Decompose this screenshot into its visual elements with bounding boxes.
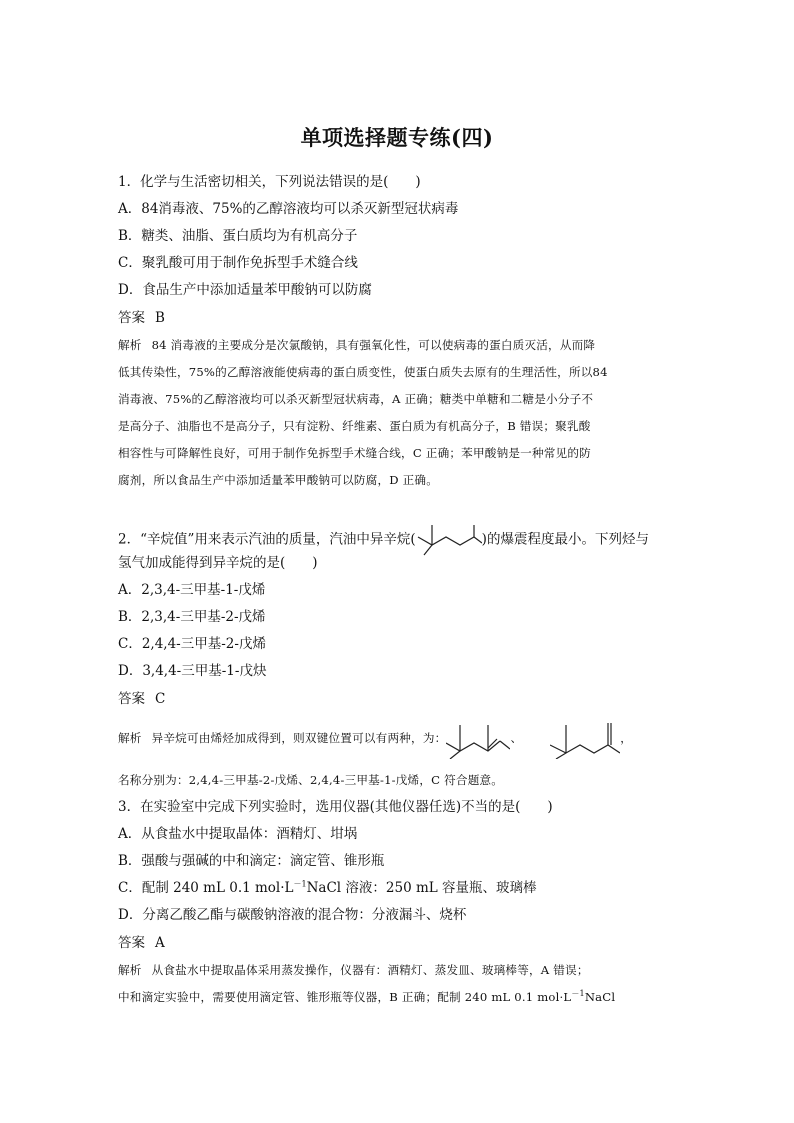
explain-text: 84 消毒液的主要成分是次氯酸钠，具有强氧化性，可以使病毒的蛋白质灭活，从而降 <box>151 338 596 352</box>
answer-label: 答案 <box>118 691 145 707</box>
option-text: NaCl 溶液：250 mL 容量瓶、玻璃棒 <box>306 880 537 896</box>
alkene-structure-2-diagram <box>550 719 620 759</box>
page-title: 单项选择题专练(四) <box>300 125 494 150</box>
q3-answer <box>118 933 683 953</box>
q1-explain-line: 低其传染性，75%的乙醇溶液能使病毒的蛋白质变性，使蛋白质失去原有的生理活性，所以84 <box>118 365 608 379</box>
q2-stem-part: )的爆震程度最小。下列烃与 <box>481 531 649 548</box>
q1-option-b: B．糖类、油脂、蛋白质均为有机高分子 <box>118 228 358 244</box>
explain-label: 解析 <box>118 963 142 977</box>
q1-explain-line <box>118 335 683 355</box>
explain-label: 解析 <box>118 731 142 745</box>
q1-option-d: D．食品生产中添加适量苯甲酸钠可以防腐 <box>118 282 372 298</box>
q3-stem: 3．在实验室中完成下列实验时，选用仪器(其他仪器任选)不当的是( ) <box>118 799 553 815</box>
alkene-structure-1-diagram <box>446 719 510 759</box>
answer-value: B <box>155 310 165 326</box>
explain-text: ， <box>620 731 633 745</box>
answer-label: 答案 <box>118 935 145 951</box>
explain-text: 从食盐水中提取晶体采用蒸发操作，仪器有：酒精灯、蒸发皿、玻璃棒等，A 错误； <box>151 963 589 977</box>
q2-stem <box>118 523 683 547</box>
q2-option-b: B．2,3,4-三甲基-2-戊烯 <box>118 609 266 625</box>
q3-option-a: A．从食盐水中提取晶体：酒精灯、坩埚 <box>118 826 358 842</box>
q1-explain-line: 消毒液、75%的乙醇溶液均可以杀灭新型冠状病毒，A 正确；糖类中单糖和二糖是小分子不 <box>118 392 594 406</box>
explain-text: NaCl <box>584 990 616 1004</box>
q2-option-c: C．2,4,4-三甲基-2-戊烯 <box>118 636 266 652</box>
q2-explain-line: 名称分别为：2,4,4-三甲基-2-戊烯、2,4,4-三甲基-1-戊烯，C 符合题意。 <box>118 773 504 787</box>
q1-option-c: C．聚乳酸可用于制作免拆型手术缝合线 <box>118 255 358 271</box>
superscript: －1 <box>571 989 585 999</box>
q3-explain-line <box>118 987 683 1007</box>
q2-explain-line <box>118 716 683 760</box>
answer-value: A <box>155 935 165 951</box>
q2-option-d: D．3,4,4-三甲基-1-戊炔 <box>118 663 267 679</box>
q1-explain-line: 相容性与可降解性良好，可用于制作免拆型手术缝合线，C 正确；苯甲酸钠是一种常见的防 <box>118 446 591 460</box>
isooctane-structure-diagram <box>416 523 482 557</box>
q1-stem: 1．化学与生活密切相关，下列说法错误的是( ) <box>118 174 421 190</box>
q1-explain-line: 是高分子、油脂也不是高分子，只有淀粉、纤维素、蛋白质为有机高分子，B 错误；聚乳酸 <box>118 419 591 433</box>
explain-text: 中和滴定实验中，需要使用滴定管、锥形瓶等仪器，B 正确；配制 240 mL 0.1 mol·L <box>118 990 572 1004</box>
q3-option-c <box>118 878 683 898</box>
answer-value: C <box>155 691 166 707</box>
option-text: C．配制 240 mL 0.1 mol·L <box>118 880 294 896</box>
q2-stem-part: 2．“辛烷值”用来表示汽油的质量，汽油中异辛烷( <box>118 531 416 548</box>
q1-explain-line: 腐剂，所以食品生产中添加适量苯甲酸钠可以防腐，D 正确。 <box>118 473 439 487</box>
q2-stem-cont: 氢气加成能得到异辛烷的是( ) <box>118 555 318 571</box>
explain-text: 、 <box>510 731 523 745</box>
q2-answer <box>118 689 683 709</box>
superscript: －1 <box>293 879 307 889</box>
q1-option-a: A．84消毒液、75%的乙醇溶液均可以杀灭新型冠状病毒 <box>118 201 459 217</box>
q3-explain-line <box>118 960 683 980</box>
explain-text: 异辛烷可由烯烃加成得到，则双键位置可以有两种，为： <box>151 731 447 745</box>
q3-option-b: B．强酸与强碱的中和滴定：滴定管、锥形瓶 <box>118 853 385 869</box>
q1-answer <box>118 308 683 328</box>
q3-option-d: D．分离乙酸乙酯与碳酸钠溶液的混合物：分液漏斗、烧杯 <box>118 907 467 923</box>
explain-label: 解析 <box>118 338 142 352</box>
answer-label: 答案 <box>118 310 145 326</box>
q2-option-a: A．2,3,4-三甲基-1-戊烯 <box>118 582 266 598</box>
